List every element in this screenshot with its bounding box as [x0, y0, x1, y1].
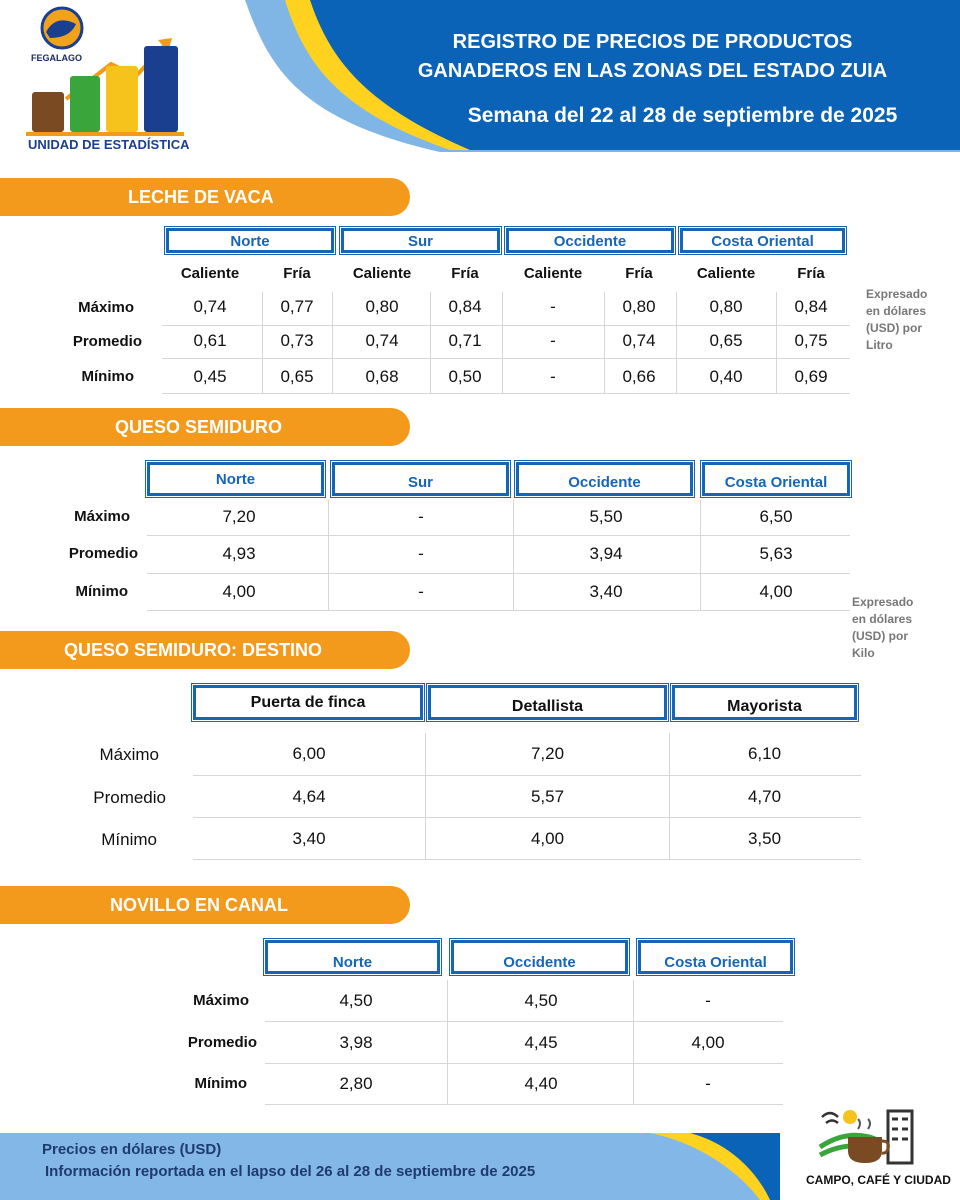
queso-zone-norte: Norte	[147, 462, 324, 496]
leche-cell: 0,74	[193, 297, 227, 316]
queso-cell: 3,94	[589, 544, 623, 563]
leche-cell: 0,69	[794, 367, 828, 386]
queso-cell: -	[418, 582, 424, 601]
leche-sub: Fría	[283, 265, 311, 282]
queso-cell: 3,40	[589, 582, 623, 601]
queso-row-label: Mínimo	[75, 583, 128, 600]
novillo-cell: 4,00	[691, 1033, 725, 1052]
novillo-cell: 2,80	[339, 1074, 373, 1093]
queso-zone-occidente: Occidente	[516, 462, 693, 496]
novillo-cell: -	[705, 1074, 711, 1093]
leche-cell: 0,45	[193, 367, 227, 386]
leche-cell: 0,74	[622, 331, 656, 350]
page-title	[370, 28, 935, 86]
novillo-row-label: Promedio	[187, 1034, 257, 1051]
leche-cell: 0,68	[365, 367, 399, 386]
leche-cell: 0,84	[794, 297, 828, 316]
section-destino	[0, 631, 410, 669]
leche-cell: 0,73	[280, 331, 314, 350]
leche-row-label: Mínimo	[81, 368, 134, 385]
destino-cell: 3,50	[747, 829, 782, 848]
leche-sub: Caliente	[523, 265, 583, 282]
leche-unit-note: Expresado en dólares (USD) por Litro	[866, 287, 928, 352]
queso-row-label: Promedio	[68, 545, 138, 562]
leche-cell: 0,50	[448, 367, 482, 386]
destino-row-label: Máximo	[99, 745, 159, 764]
week-label: Semana del 22 al 28 de septiembre de 2025	[467, 104, 898, 127]
leche-sub: Fría	[625, 265, 653, 282]
leche-sub: Caliente	[180, 265, 240, 282]
destino-col-finca: Puerta de finca	[193, 685, 423, 720]
destino-cell: 6,00	[292, 744, 326, 763]
queso-zone-sur: Sur	[332, 462, 509, 496]
queso-cell: 4,00	[222, 582, 256, 601]
novillo-row-label: Mínimo	[194, 1075, 247, 1092]
destino-row-label: Mínimo	[101, 830, 157, 849]
queso-cell: 4,00	[759, 582, 793, 601]
destino-cell: 4,00	[530, 829, 565, 848]
section-queso-title: QUESO SEMIDURO	[115, 417, 283, 437]
novillo-cell: -	[705, 991, 711, 1010]
destino-col-mayorista: Mayorista	[672, 685, 857, 720]
section-queso	[0, 408, 410, 446]
leche-cell: 0,65	[709, 331, 743, 350]
footer-line-1: Precios en dólares (USD)	[42, 1141, 222, 1158]
leche-sub: Caliente	[352, 265, 412, 282]
destino-col-detallista: Detallista	[428, 685, 667, 720]
leche-cell: -	[550, 331, 556, 350]
destino-cell: 4,64	[292, 787, 326, 806]
leche-sub: Fría	[797, 265, 825, 282]
logo-name: FEGALAGO	[31, 53, 82, 63]
leche-cell: 0,80	[709, 297, 743, 316]
logo-unit: UNIDAD DE ESTADÍSTICA	[28, 137, 190, 152]
section-novillo-title: NOVILLO EN CANAL	[110, 895, 288, 915]
destino-cell: 6,10	[747, 744, 782, 763]
queso-cell: 5,50	[589, 507, 623, 526]
leche-row-label: Promedio	[72, 333, 142, 350]
leche-cell: 0,66	[622, 367, 656, 386]
leche-cell: 0,75	[794, 331, 828, 350]
queso-zone-costa: Costa Oriental	[702, 462, 850, 496]
destino-cell: 3,40	[292, 829, 326, 848]
leche-cell: -	[550, 367, 556, 386]
leche-cell: -	[550, 297, 556, 316]
queso-cell: 7,20	[222, 507, 256, 526]
queso-unit-note: Expresado en dólares (USD) por Kilo	[852, 595, 914, 660]
title-line-1: REGISTRO DE PRECIOS DE PRODUCTOS	[452, 31, 853, 53]
footer-line-2: Información reportada en el lapso del 26 al 28 de septiembre de 2025	[45, 1163, 536, 1180]
leche-cell: 0,40	[709, 367, 743, 386]
novillo-cell: 4,50	[339, 991, 373, 1010]
leche-cell: 0,84	[448, 297, 482, 316]
novillo-zone-costa: Costa Oriental	[638, 940, 793, 974]
leche-cell: 0,80	[365, 297, 399, 316]
destino-row-label: Promedio	[93, 788, 166, 807]
novillo-cell: 4,50	[524, 991, 558, 1010]
fegalago-logo	[26, 4, 196, 139]
coffee-cup-icon	[818, 1107, 918, 1167]
brand-label: CAMPO, CAFÉ Y CIUDAD	[806, 1173, 951, 1187]
destino-cell: 4,70	[747, 787, 782, 806]
queso-row-label: Máximo	[74, 508, 130, 525]
novillo-cell: 3,98	[339, 1033, 373, 1052]
section-leche-title: LECHE DE VACA	[128, 187, 274, 207]
leche-cell: 0,61	[193, 331, 227, 350]
novillo-row-label: Máximo	[193, 992, 249, 1009]
leche-sub: Fría	[451, 265, 479, 282]
leche-zone-norte: Norte	[166, 228, 334, 253]
queso-cell: 6,50	[759, 507, 793, 526]
novillo-zone-occidente: Occidente	[451, 940, 628, 974]
section-novillo	[0, 886, 410, 924]
leche-zone-occidente: Occidente	[506, 228, 674, 253]
leche-cell: 0,65	[280, 367, 314, 386]
queso-cell: 5,63	[759, 544, 793, 563]
title-line-2: GANADEROS EN LAS ZONAS DEL ESTADO ZUIA	[417, 60, 888, 82]
novillo-zone-norte: Norte	[265, 940, 440, 974]
queso-cell: -	[418, 544, 424, 563]
queso-cell: -	[418, 507, 424, 526]
leche-cell: 0,80	[622, 297, 656, 316]
leche-cell: 0,77	[280, 297, 314, 316]
leche-row-label: Máximo	[78, 299, 134, 316]
novillo-cell: 4,45	[524, 1033, 558, 1052]
leche-cell: 0,71	[448, 331, 482, 350]
section-leche	[0, 178, 410, 216]
section-destino-title: QUESO SEMIDURO: DESTINO	[64, 640, 323, 660]
leche-cell: 0,74	[365, 331, 399, 350]
destino-cell: 7,20	[530, 744, 565, 763]
leche-zone-costa: Costa Oriental	[680, 228, 845, 253]
destino-cell: 5,57	[530, 787, 565, 806]
leche-zone-sur: Sur	[341, 228, 500, 253]
queso-cell: 4,93	[222, 544, 256, 563]
novillo-cell: 4,40	[524, 1074, 558, 1093]
leche-sub: Caliente	[696, 265, 756, 282]
